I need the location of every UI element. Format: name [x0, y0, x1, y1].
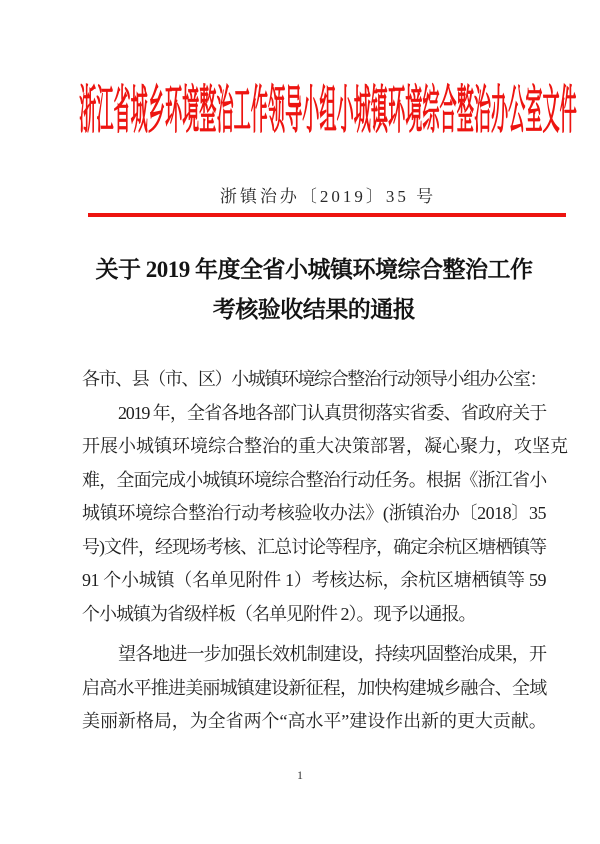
- red-header-title: 浙江省城乡环境整治工作领导小组小城镇环境综合整治办公室文件: [79, 83, 577, 140]
- body-line: 城镇环境综合整治行动考核验收办法》(浙镇治办〔2018〕35: [82, 503, 546, 523]
- body-line: 难，全面完成小城镇环境综合整治行动任务。根据《浙江省小: [82, 469, 547, 490]
- page-number: 1: [297, 768, 303, 782]
- body-line: 望各地进一步加强长效机制建设，持续巩固整治成果，开: [118, 644, 546, 664]
- body-line: 各市、县（市、区）小城镇环境综合整治行动领导小组办公室：: [82, 369, 546, 389]
- body-line: 2019 年，全省各地各部门认真贯彻落实省委、省政府关于: [118, 402, 546, 423]
- body-line: 号)文件，经现场考核、汇总讨论等程序，确定余杭区塘栖镇等: [82, 536, 546, 557]
- body-line: 91 个小城镇（名单见附件 1）考核达标，余杭区塘栖镇等 59: [82, 570, 546, 590]
- body-line: 美丽新格局，为全省两个“高水平”建设作出新的更大贡献。: [82, 711, 546, 731]
- title-line-1: 关于 2019 年度全省小城镇环境综合整治工作: [95, 257, 533, 282]
- doc-number-row: [28, 182, 600, 207]
- letterhead: [28, 84, 600, 140]
- document-title: [82, 250, 546, 330]
- red-divider-rule: [88, 213, 566, 217]
- document-body: [82, 363, 568, 739]
- body-line: 个小城镇为省级样板（名单见附件 2）。现予以通报。: [82, 603, 476, 624]
- body-line: 开展小城镇环境综合整治的重大决策部署，凝心聚力，攻坚克: [82, 436, 568, 456]
- body-line: 启高水平推进美丽城镇建设新征程，加快构建城乡融合、全域: [82, 677, 547, 698]
- title-line-2: 考核验收结果的通报: [212, 297, 416, 322]
- doc-number: 浙镇治办〔2019〕35 号: [219, 187, 437, 206]
